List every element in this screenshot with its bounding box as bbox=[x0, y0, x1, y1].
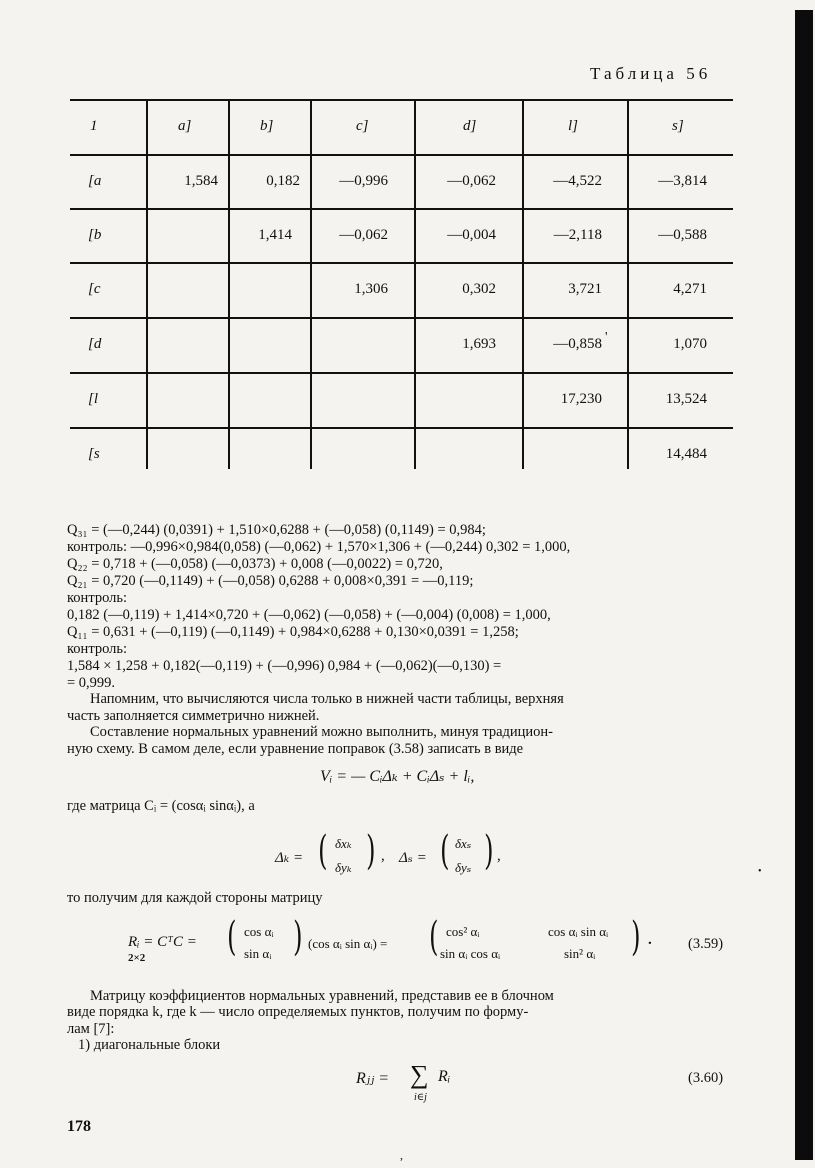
delta-k-label: Δₖ = bbox=[275, 850, 304, 866]
table-cell: 1,693 bbox=[462, 336, 496, 352]
delta-s-top: δxₛ bbox=[455, 836, 472, 851]
paragraph-line: Матрицу коэффициентов нормальных уравнений, представив ее в блочном bbox=[90, 988, 554, 1004]
paren-right: ) bbox=[366, 828, 376, 874]
table-rule bbox=[70, 99, 733, 101]
matrix-11: cos² αᵢ bbox=[446, 924, 480, 939]
page-number: 178 bbox=[67, 1118, 91, 1135]
header-cell: s] bbox=[672, 118, 684, 134]
formula-line: Q₂₁ = 0,720 (—0,1149) + (—0,058) 0,6288 + 0,008×0,391 = —0,119; bbox=[67, 573, 474, 589]
header-cell: d] bbox=[463, 118, 477, 134]
table-cell: —2,118 bbox=[553, 227, 602, 243]
table-rule bbox=[70, 262, 733, 264]
column-divider bbox=[627, 99, 629, 469]
table-cell: 17,230 bbox=[560, 391, 602, 407]
paren-right: ) bbox=[484, 828, 494, 874]
paren-right: ) bbox=[293, 914, 303, 960]
paren-left: ( bbox=[318, 828, 328, 874]
table-rule bbox=[70, 427, 733, 429]
paren-right: ) bbox=[631, 914, 641, 960]
table-cell: —0,004 bbox=[447, 227, 496, 243]
equation-3-59 bbox=[128, 914, 738, 972]
r-subscript: 2×2 bbox=[128, 952, 146, 964]
formula-line: Q₂₂ = 0,718 + (—0,058) (—0,0373) + 0,008 (—0,0022) = 0,720, bbox=[67, 556, 443, 572]
table-rule bbox=[70, 208, 733, 210]
delta-s-bottom: δyₛ bbox=[455, 860, 472, 875]
vector-top: cos αᵢ bbox=[244, 924, 274, 939]
row-label: [s bbox=[88, 446, 100, 462]
table-cell: 4,271 bbox=[673, 281, 707, 297]
dot: . bbox=[648, 932, 652, 948]
column-divider bbox=[522, 99, 524, 469]
paren-left: ( bbox=[440, 828, 450, 874]
row-vector: (cos αᵢ sin αᵢ) = bbox=[308, 936, 388, 951]
row-label: [b bbox=[88, 227, 102, 243]
formula-line: контроль: bbox=[67, 641, 128, 657]
header-cell: l] bbox=[568, 118, 579, 134]
table-cell: —0,588 bbox=[658, 227, 707, 243]
r-lhs: Rᵢ = CᵀC = bbox=[128, 934, 197, 950]
column-divider bbox=[228, 99, 230, 469]
header-cell: c] bbox=[356, 118, 369, 134]
delta-k-top: δxₖ bbox=[335, 836, 352, 851]
rjj-rhs: Rᵢ bbox=[438, 1068, 451, 1085]
sum-symbol: ∑ bbox=[410, 1060, 429, 1089]
formula-line: Q₁₁ = 0,631 + (—0,119) (—0,1149) + 0,984×0,6288 + 0,130×0,0391 = 1,258; bbox=[67, 624, 519, 640]
paragraph-line: Составление нормальных уравнений можно выполнить, минуя традицион- bbox=[90, 724, 554, 740]
table-cell: 13,524 bbox=[665, 391, 707, 407]
comma: , bbox=[497, 848, 501, 864]
paragraph-line: ную схему. В самом деле, если уравнение поправок (3.58) записать в виде bbox=[67, 741, 524, 757]
scan-mark: • bbox=[758, 866, 762, 877]
sum-subscript: i∈j bbox=[414, 1092, 427, 1103]
row-label: [a bbox=[88, 173, 102, 189]
equation-v: Vᵢ = — CᵢΔₖ + CᵢΔₛ + lᵢ, bbox=[320, 768, 475, 785]
table-cell: —0,062 bbox=[447, 173, 496, 189]
table-rule bbox=[70, 317, 733, 319]
delta-k-bottom: δyₖ bbox=[335, 860, 352, 875]
table-cell: —0,858 bbox=[553, 336, 602, 352]
delta-equation bbox=[275, 828, 535, 882]
table-cell: 14,484 bbox=[665, 446, 707, 462]
paragraph-line: лам [7]: bbox=[67, 1021, 115, 1037]
then-line: то получим для каждой стороны матрицу bbox=[67, 890, 323, 906]
table-cell: 1,414 bbox=[258, 227, 292, 243]
scan-mark: , bbox=[400, 1148, 403, 1162]
rjj-lhs: Rⱼⱼ = bbox=[356, 1070, 390, 1087]
matrix-12: cos αᵢ sin αᵢ bbox=[548, 924, 609, 939]
equation-number: (3.60) bbox=[688, 1070, 724, 1086]
table-cell: 1,070 bbox=[673, 336, 707, 352]
table-cell: 1,306 bbox=[354, 281, 388, 297]
table-cell: 1,584 bbox=[184, 173, 218, 189]
matrix-22: sin² αᵢ bbox=[564, 946, 596, 961]
table-rule bbox=[70, 372, 733, 374]
column-divider bbox=[146, 99, 148, 469]
paren-left: ( bbox=[227, 914, 237, 960]
table-cell: 0,182 bbox=[266, 173, 300, 189]
table-caption: Таблица 56 bbox=[590, 64, 712, 83]
where-line: где матрица Cᵢ = (cosαᵢ sinαᵢ), а bbox=[67, 798, 255, 814]
scan-mark: ' bbox=[605, 330, 608, 345]
scan-edge bbox=[791, 0, 815, 1168]
formula-line: Q₃₁ = (—0,244) (0,0391) + 1,510×0,6288 + (—0,058) (0,1149) = 0,984; bbox=[67, 522, 486, 538]
column-divider bbox=[310, 99, 312, 469]
paragraph-line: виде порядка k, где k — число определяемых пунктов, получим по форму- bbox=[67, 1004, 529, 1020]
paragraph-line: Напомним, что вычисляются числа только в нижней части таблицы, верхняя bbox=[90, 691, 564, 707]
data-table bbox=[70, 99, 733, 469]
table-cell: —3,814 bbox=[658, 173, 707, 189]
paragraph-line: часть заполняется симметрично нижней. bbox=[67, 708, 320, 724]
vector-bottom: sin αᵢ bbox=[244, 946, 272, 961]
delta-s-label: Δₛ = bbox=[399, 850, 427, 866]
equation-3-60 bbox=[356, 1062, 556, 1112]
formula-line: контроль: —0,996×0,984(0,058) (—0,062) + 1,570×1,306 + (—0,244) 0,302 = 1,000, bbox=[67, 539, 571, 555]
header-cell: b] bbox=[260, 118, 274, 134]
formula-line: контроль: bbox=[67, 590, 128, 606]
comma: , bbox=[381, 848, 385, 864]
row-label: [l bbox=[88, 391, 99, 407]
equation-number: (3.59) bbox=[688, 936, 724, 952]
table-rule bbox=[70, 154, 733, 156]
formula-line: 0,182 (—0,119) + 1,414×0,720 + (—0,062) (—0,058) + (—0,004) (0,008) = 1,000, bbox=[67, 607, 551, 623]
table-cell: 3,721 bbox=[568, 281, 602, 297]
formula-line: = 0,999. bbox=[67, 675, 116, 691]
matrix-21: sin αᵢ cos αᵢ bbox=[440, 946, 501, 961]
row-label: [c bbox=[88, 281, 101, 297]
table-cell: —4,522 bbox=[553, 173, 602, 189]
paragraph-line: 1) диагональные блоки bbox=[78, 1037, 221, 1053]
header-cell: 1 bbox=[90, 118, 98, 134]
row-label: [d bbox=[88, 336, 102, 352]
column-divider bbox=[414, 99, 416, 469]
table-cell: 0,302 bbox=[462, 281, 496, 297]
formula-line: 1,584 × 1,258 + 0,182(—0,119) + (—0,996) 0,984 + (—0,062)(—0,130) = bbox=[67, 658, 502, 674]
table-cell: —0,062 bbox=[339, 227, 388, 243]
paren-left: ( bbox=[429, 914, 439, 960]
table-cell: —0,996 bbox=[339, 173, 388, 189]
header-cell: a] bbox=[178, 118, 192, 134]
